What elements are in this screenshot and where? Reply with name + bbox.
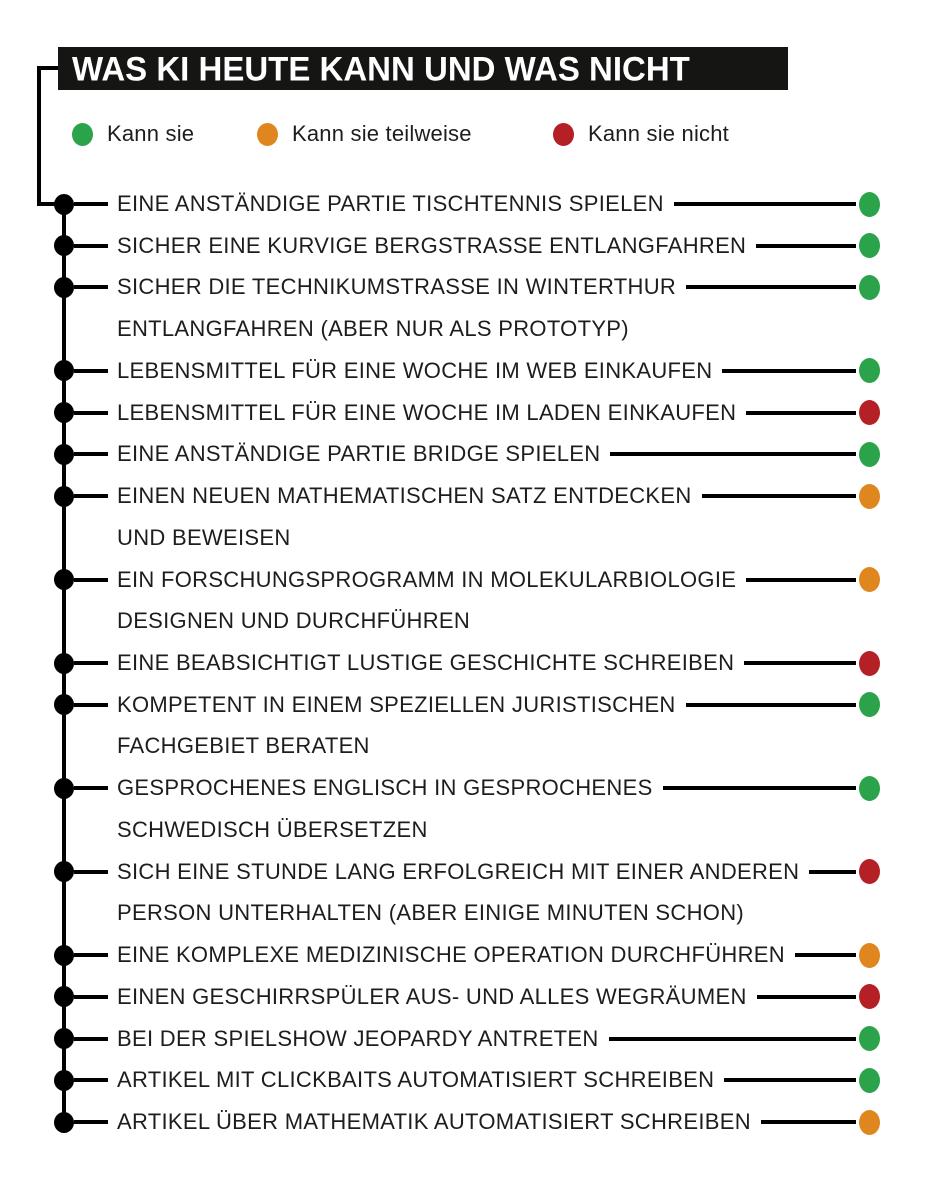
- status-dot-can-icon: [859, 358, 880, 383]
- node-stub-line: [74, 661, 108, 665]
- item-row: [54, 648, 880, 678]
- node-stub-line: [74, 285, 108, 289]
- item-row: [54, 690, 880, 720]
- status-dot-can-icon: [859, 442, 880, 467]
- status-lead-line: [746, 578, 856, 582]
- node-stub-line: [74, 578, 108, 582]
- node-stub-line: [74, 995, 108, 999]
- item-text: KOMPETENT IN EINEM SPEZIELLEN JURISTISCHEN: [117, 691, 676, 717]
- legend-item-partial: [257, 119, 472, 149]
- status-lead-line: [761, 1120, 856, 1124]
- item-row-continuation: [117, 606, 470, 636]
- status-dot-partial-icon: [859, 943, 880, 968]
- item-text: BEI DER SPIELSHOW JEOPARDY ANTRETEN: [117, 1025, 599, 1051]
- timeline-node-icon: [54, 444, 74, 465]
- timeline-node-icon: [54, 194, 74, 215]
- item-text-continuation: DESIGNEN UND DURCHFÜHREN: [117, 608, 471, 634]
- item-row: [54, 773, 880, 803]
- item-text-continuation: UND BEWEISEN: [117, 524, 291, 550]
- timeline-node-icon: [54, 235, 74, 256]
- item-row-continuation: [117, 731, 370, 761]
- legend-label-partial: Kann sie teilweise: [292, 121, 472, 146]
- item-text-continuation: FACHGEBIET BERATEN: [117, 733, 370, 759]
- node-stub-line: [74, 1037, 108, 1041]
- legend-label-cannot: Kann sie nicht: [588, 121, 729, 146]
- item-row: [54, 982, 880, 1012]
- status-dot-cannot-icon: [859, 984, 880, 1009]
- status-dot-cannot-icon: [859, 400, 880, 425]
- status-dot-partial-icon: [859, 1110, 880, 1135]
- item-text: SICHER EINE KURVIGE BERGSTRASSE ENTLANGFAHREN: [117, 232, 747, 258]
- timeline-node-icon: [54, 569, 74, 590]
- timeline-node-icon: [54, 653, 74, 674]
- item-text: EINE ANSTÄNDIGE PARTIE BRIDGE SPIELEN: [117, 441, 601, 467]
- node-stub-line: [74, 244, 108, 248]
- status-dot-partial-icon: [859, 484, 880, 509]
- timeline-node-icon: [54, 360, 74, 381]
- item-row: [54, 356, 880, 386]
- item-text: EINE KOMPLEXE MEDIZINISCHE OPERATION DURCHFÜHREN: [117, 942, 785, 968]
- status-dot-can-icon: [859, 1026, 880, 1051]
- legend-dot-partial-icon: [257, 123, 278, 146]
- node-stub-line: [74, 202, 108, 206]
- item-text: EIN FORSCHUNGSPROGRAMM IN MOLEKULARBIOLOGIE: [117, 566, 737, 592]
- timeline-node-icon: [54, 861, 74, 882]
- status-dot-can-icon: [859, 192, 880, 217]
- timeline-node-icon: [54, 277, 74, 298]
- item-text-continuation: PERSON UNTERHALTEN (ABER EINIGE MINUTEN SCHON): [117, 900, 745, 926]
- item-row-continuation: [117, 898, 744, 928]
- item-row-continuation: [117, 314, 629, 344]
- timeline-node-icon: [54, 402, 74, 423]
- item-text: LEBENSMITTEL FÜR EINE WOCHE IM WEB EINKAUFEN: [117, 357, 713, 383]
- item-text: EINEN NEUEN MATHEMATISCHEN SATZ ENTDECKEN: [117, 483, 692, 509]
- node-stub-line: [74, 870, 108, 874]
- item-text: LEBENSMITTEL FÜR EINE WOCHE IM LADEN EINKAUFEN: [117, 399, 737, 425]
- status-lead-line: [795, 953, 856, 957]
- legend-item-cannot: [553, 119, 729, 149]
- status-lead-line: [744, 661, 856, 665]
- timeline-node-icon: [54, 486, 74, 507]
- status-lead-line: [722, 369, 856, 373]
- node-stub-line: [74, 786, 108, 790]
- item-row: [54, 1107, 880, 1137]
- legend-label-can: Kann sie: [107, 121, 195, 146]
- title-connector-vertical: [37, 66, 41, 206]
- page-title: WAS KI HEUTE KANN UND WAS NICHT: [72, 48, 690, 88]
- status-lead-line: [809, 870, 856, 874]
- item-row: [54, 439, 880, 469]
- title-bar: [58, 47, 788, 90]
- node-stub-line: [74, 953, 108, 957]
- item-row: [54, 1065, 880, 1095]
- status-dot-can-icon: [859, 1068, 880, 1093]
- item-row: [54, 565, 880, 595]
- item-row: [54, 857, 880, 887]
- item-text: EINE BEABSICHTIGT LUSTIGE GESCHICHTE SCHREIBEN: [117, 650, 735, 676]
- node-stub-line: [74, 452, 108, 456]
- item-row: [54, 189, 880, 219]
- item-row: [54, 1024, 880, 1054]
- node-stub-line: [74, 369, 108, 373]
- legend-item-can: [72, 119, 194, 149]
- item-text-continuation: ENTLANGFAHREN (ABER NUR ALS PROTOTYP): [117, 316, 629, 342]
- legend-dot-can-icon: [72, 123, 93, 146]
- status-lead-line: [663, 786, 856, 790]
- item-text: SICH EINE STUNDE LANG ERFOLGREICH MIT EINER ANDEREN: [117, 858, 800, 884]
- node-stub-line: [74, 703, 108, 707]
- item-text-continuation: SCHWEDISCH ÜBERSETZEN: [117, 816, 428, 842]
- item-row: [54, 940, 880, 970]
- timeline-node-icon: [54, 1028, 74, 1049]
- status-dot-can-icon: [859, 692, 880, 717]
- status-dot-partial-icon: [859, 567, 880, 592]
- status-lead-line: [610, 452, 856, 456]
- item-text: EINE ANSTÄNDIGE PARTIE TISCHTENNIS SPIELEN: [117, 191, 664, 216]
- legend-dot-cannot-icon: [553, 123, 574, 146]
- item-text: ARTIKEL ÜBER MATHEMATIK AUTOMATISIERT SCHREIBEN: [117, 1109, 751, 1135]
- node-stub-line: [74, 1078, 108, 1082]
- item-text: EINEN GESCHIRRSPÜLER AUS- UND ALLES WEGRÄUMEN: [117, 983, 747, 1009]
- item-text: SICHER DIE TECHNIKUMSTRASSE IN WINTERTHUR: [117, 274, 677, 300]
- timeline-node-icon: [54, 986, 74, 1007]
- status-lead-line: [724, 1078, 856, 1082]
- status-lead-line: [757, 995, 856, 999]
- timeline-node-icon: [54, 945, 74, 966]
- item-row-continuation: [117, 523, 291, 553]
- status-dot-cannot-icon: [859, 651, 880, 676]
- item-text: GESPROCHENES ENGLISCH IN GESPROCHENES: [117, 775, 653, 801]
- timeline-node-icon: [54, 694, 74, 715]
- status-lead-line: [702, 494, 856, 498]
- status-lead-line: [686, 703, 856, 707]
- item-row-continuation: [117, 815, 428, 845]
- status-lead-line: [609, 1037, 856, 1041]
- node-stub-line: [74, 494, 108, 498]
- status-dot-can-icon: [859, 275, 880, 300]
- status-dot-cannot-icon: [859, 859, 880, 884]
- node-stub-line: [74, 411, 108, 415]
- timeline-node-icon: [54, 1112, 74, 1133]
- item-row: [54, 398, 880, 428]
- timeline-node-icon: [54, 778, 74, 799]
- item-text: ARTIKEL MIT CLICKBAITS AUTOMATISIERT SCHREIBEN: [117, 1067, 715, 1093]
- status-dot-can-icon: [859, 776, 880, 801]
- timeline-node-icon: [54, 1070, 74, 1091]
- node-stub-line: [74, 1120, 108, 1124]
- status-dot-can-icon: [859, 233, 880, 258]
- status-lead-line: [746, 411, 856, 415]
- item-row: [54, 481, 880, 511]
- status-lead-line: [674, 202, 856, 206]
- item-row: [54, 272, 880, 302]
- status-lead-line: [686, 285, 856, 289]
- status-lead-line: [756, 244, 856, 248]
- item-row: [54, 231, 880, 261]
